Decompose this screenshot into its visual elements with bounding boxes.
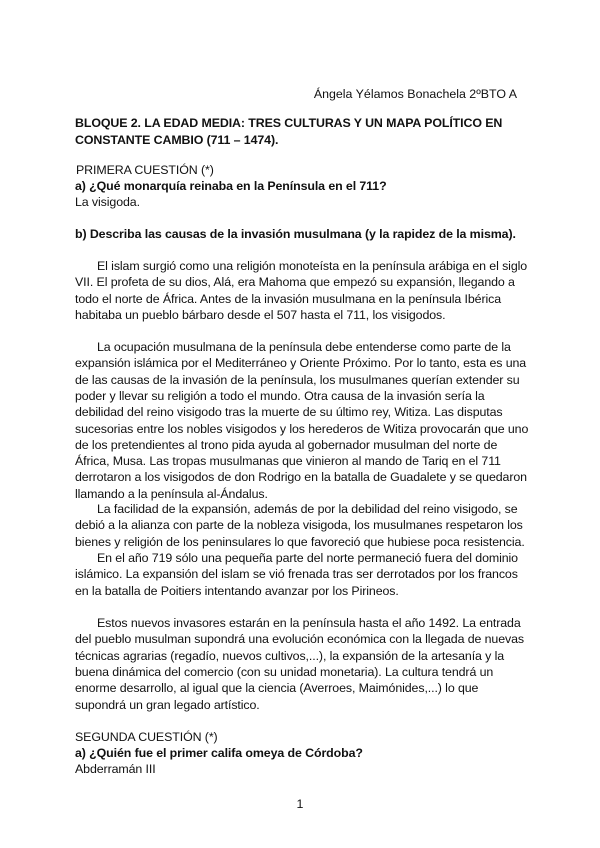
paragraph-line: de los pretendientes al trono pida ayuda al gobernador musulman del norte de (75, 437, 498, 452)
question-1a: a) ¿Qué monarquía reinaba en la Península en el 711? (75, 179, 387, 193)
paragraph-line: todo el norte de África. Antes de la invasión musulmana en la península Ibérica (75, 291, 502, 306)
paragraph-line: Estos nuevos invasores estarán en la península hasta el año 1492. La entrada (97, 616, 521, 630)
page-number: 1 (296, 797, 304, 811)
paragraph-line: sucesorias entre los nobles visigodos y los herederos de Witiza provocarán que uno (75, 421, 529, 436)
paragraph-line: poder y llevar su religión a todo el mundo. Otra causa de la invasión sería la (75, 388, 485, 403)
paragraph-line: en la batalla de Poitiers intentando avanzar por los Pirineos. (75, 583, 399, 598)
paragraph-line: La facilidad de la expansión, además de por la debilidad del reino visigodo, se (97, 502, 518, 516)
paragraph-line: islámico. La expansión del islam se vió frenada tras ser derrotados por los francos (75, 567, 518, 582)
paragraph-line: buena dinámica del comercio (con su unidad monetaria). La cultura tendrá un (75, 664, 494, 679)
paragraph-line: habitaba un pueblo bárbaro desde el 507 hasta el 711, los visigodos. (75, 307, 446, 322)
paragraph-line: de las causas de la invasión de la península, los musulmanes querían extender su (75, 372, 520, 387)
paragraph-line: enorme desarrollo, al igual que la ciencia (Averroes, Maimónides,...) lo que (75, 681, 479, 696)
paragraph-line: del pueblo musulman supondrá una evolución económica con la llegada de nuevas (75, 632, 524, 647)
paragraph-line: derrotaron a los visigodos de don Rodrigo en la batalla de Guadalete y se quedaron (75, 470, 527, 485)
paragraph-line: bienes y religión de los peninsulares lo que favoreció que hubiese poca resistencia. (75, 534, 525, 549)
paragraph-line: La ocupación musulmana de la península debe entenderse como parte de la (97, 340, 511, 354)
paragraph-line: debilidad del reino visigodo tras la muerte de su último rey, Witiza. Las disputas (75, 405, 503, 420)
paragraph-line: África, Musa. Las tropas musulmanas que vinieron al mando de Tariq en el 711 (75, 454, 501, 469)
document-title-line-2: CONSTANTE CAMBIO (711 – 1474). (75, 133, 279, 147)
section-heading-q2: SEGUNDA CUESTIÓN (*) (75, 730, 218, 744)
author-line: Ángela Yélamos Bonachela 2ºBTO A (313, 87, 517, 101)
paragraph-line: En el año 719 sólo una pequeña parte del norte permaneció fuera del dominio (97, 551, 518, 565)
paragraph-line: El islam surgió como una religión monoteísta en la península arábiga en el siglo (97, 259, 528, 273)
paragraph-line: expansión islámica por el Mediterráneo y Oriente Próximo. Por lo tanto, esta es una (75, 356, 527, 371)
question-2a: a) ¿Quién fue el primer califa omeya de Córdoba? (75, 746, 363, 760)
paragraph-line: VII. El profeta de su dios, Alá, era Mahoma que empezó su expansión, llegando a (75, 275, 515, 290)
section-heading-q1: PRIMERA CUESTIÓN (*) (76, 163, 214, 177)
paragraph-line: supondrá un gran legado artístico. (75, 697, 260, 712)
paragraph-line: llamando a la península al-Ándalus. (75, 486, 268, 501)
answer-1a: La visigoda. (75, 195, 140, 209)
paragraph-line: debió a la alianza con parte de la nobleza visigoda, los musulmanes respetaron los (75, 518, 523, 533)
paragraph-line: técnicas agrarias (regadío, nuevos cultivos,...), la expansión de la artesanía y la (75, 648, 505, 663)
document-title-line-1: BLOQUE 2. LA EDAD MEDIA: TRES CULTURAS Y UN MAPA POLÍTICO EN (75, 116, 503, 130)
question-1b: b) Describa las causas de la invasión musulmana (y la rapidez de la misma). (75, 227, 516, 241)
answer-2a: Abderramán III (75, 762, 156, 776)
